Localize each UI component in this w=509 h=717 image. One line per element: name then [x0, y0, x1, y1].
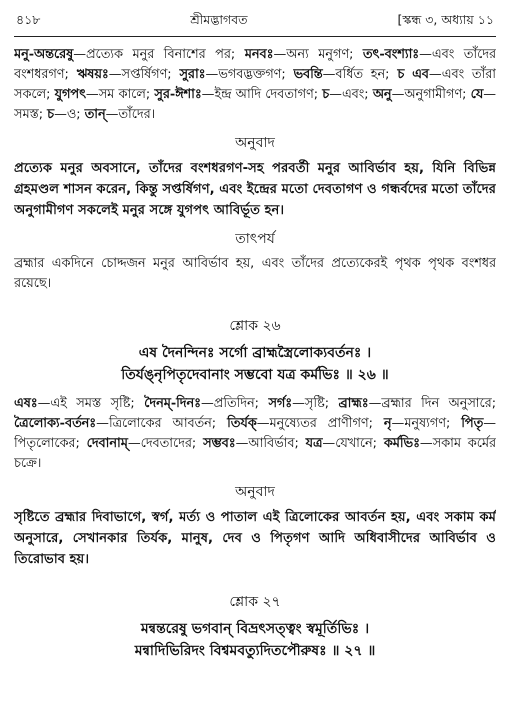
gloss-meaning: —দেবতাদের;	[127, 436, 204, 451]
gloss-meaning: —বর্ধিত হন;	[322, 67, 398, 82]
gloss-meaning: —ইন্দ্র আদি দেবতাগণ;	[201, 87, 323, 102]
gloss-meaning: —এবং তাঁরা সকলে;	[14, 67, 496, 102]
translation-heading: অনুবাদ	[235, 484, 275, 500]
gloss-term: দৈনম্-দিনঃ	[144, 396, 201, 411]
verse-line: তির্যঙ্নৃপিতৃদেবানাং সম্ভবো যত্র কর্মভিঃ ॥ ২৬ ॥	[121, 367, 389, 383]
gloss-term: এষঃ	[14, 396, 38, 411]
translation-text: প্রত্যেক মনুর অবসানে, তাঁদের বংশধরগণ-সহ পরবর্তী মনুর আবির্ভাব হয়, যিনি বিভিন্ন গ্রহমণ্ডল শাসন করেন, কিন্তু সপ্তর্ষিগণ, এবং ইন্দ্রের মতো দেবতাগণ ও গন্ধর্বদের মতো তাঁদের অনুগামীগণ সকলেই মনুর সঙ্গে যুগপৎ আবির্ভূত হন।	[14, 161, 496, 218]
translation-heading: অনুবাদ	[235, 135, 275, 151]
verse-line: এষ দৈনন্দিনঃ সর্গো ব্রাহ্মস্ত্রৈলোক্যবর্তনঃ ।	[138, 345, 372, 361]
gloss-meaning: —তাঁদের।	[105, 107, 156, 122]
gloss-meaning: —পিতৃলোকের;	[14, 416, 496, 451]
gloss-meaning: —আবির্ভাব;	[235, 436, 306, 451]
chapter-reference: [স্কন্ধ ৩, অধ্যায় ১১	[397, 12, 494, 27]
word-meanings-26	[14, 394, 496, 474]
gloss-meaning: —ত্রিলোকের আবর্তন;	[96, 416, 228, 431]
gloss-term: দেবানাম্	[86, 436, 128, 451]
gloss-meaning: —ব্রহ্মার দিন অনুসারে;	[368, 396, 496, 411]
purport-heading: তাৎপর্য	[235, 231, 275, 247]
translation-text: সৃষ্টিতে ব্রহ্মার দিবাভাগে, স্বর্গ, মর্ত্য ও পাতাল এই ত্রিলোকের আবর্তন হয়, এবং সকাম কর্ম অনুসারে, সেখানকার তির্যক, মানুষ, দেব ও পিতৃগণ আদি অধিবাসীদের আবির্ভাব ও তিরোভাব হয়।	[14, 510, 496, 567]
gloss-meaning: —প্রতিদিন;	[200, 396, 269, 411]
verse-line: মন্বাদিভিরিদং বিশ্বমবত্যুদিতপৌরুষঃ ॥ ২৭ ॥	[134, 643, 376, 659]
gloss-term: চ	[47, 107, 55, 122]
gloss-term: চ	[397, 67, 405, 82]
sanskrit-verse-26	[14, 342, 496, 386]
verse-number-27: শ্লোক ২৭	[229, 594, 281, 610]
gloss-meaning: —ভগবদ্ভক্তগণ;	[205, 67, 294, 82]
purport-text: ব্রহ্মার একদিনে চোদ্দজন মনুর আবির্ভাব হয়, এবং তাঁদের প্রত্যেকেরই পৃথক পৃথক বংশধর রয়েছে।	[14, 256, 496, 291]
gloss-term: মনু-অন্তরেষু	[14, 47, 74, 62]
gloss-meaning: —মনুষ্যগণ;	[391, 416, 462, 431]
gloss-term: তৎ-বংশ্যাঃ	[362, 47, 420, 62]
gloss-meaning: —প্রত্যেক মনুর বিনাশের পর;	[73, 47, 245, 62]
gloss-meaning: —এবং তাঁদের বংশধরগণ;	[14, 47, 496, 82]
gloss-term: সুরাঃ	[179, 67, 206, 82]
verse-line: মন্বন্তরেষু ভগবান্ বিভ্রৎসত্ত্বং স্বমূর্তিভিঃ ।	[140, 621, 370, 637]
verse-number-26: শ্লোক ২৬	[229, 318, 281, 334]
gloss-term: যুগপৎ	[54, 87, 86, 102]
gloss-term: ভবন্তি	[293, 67, 323, 82]
gloss-term: ঋষয়ঃ	[76, 67, 109, 82]
gloss-term: অনু	[372, 87, 392, 102]
gloss-meaning: —সৃষ্টি;	[292, 396, 339, 411]
page-header	[14, 12, 496, 37]
gloss-term: পিতৃ	[461, 416, 484, 431]
gloss-term: সম্ভবঃ	[203, 436, 236, 451]
gloss-meaning: —সকাম কর্মের চক্রে।	[14, 436, 496, 471]
gloss-meaning: —মনুষ্যেতর প্রাণীগণ;	[256, 416, 384, 431]
book-title: শ্রীমদ্ভাগবত	[190, 12, 248, 27]
page-number: ৪১৮	[16, 12, 41, 27]
gloss-term: সর্গঃ	[268, 396, 293, 411]
gloss-term: কর্মভিঃ	[383, 436, 420, 451]
gloss-term: তান্	[84, 107, 106, 122]
gloss-term: ব্রাহ্মঃ	[338, 396, 369, 411]
sanskrit-verse-27	[14, 618, 496, 662]
gloss-meaning: —সমস্ত;	[14, 87, 496, 122]
gloss-term: যে	[470, 87, 484, 102]
gloss-meaning	[404, 67, 412, 82]
gloss-meaning: —অনুগামীগণ;	[391, 87, 471, 102]
gloss-term: যত্র	[305, 436, 323, 451]
gloss-term: ত্রৈলোক্য-বর্তনঃ	[14, 416, 97, 431]
gloss-meaning: —এবং;	[329, 87, 373, 102]
gloss-term: চ	[322, 87, 330, 102]
gloss-meaning: —এই সমস্ত সৃষ্টি;	[37, 396, 145, 411]
gloss-meaning: —ও;	[54, 107, 85, 122]
gloss-meaning: —যেখানে;	[322, 436, 384, 451]
word-meanings-25	[14, 45, 496, 125]
gloss-term: মনবঃ	[244, 47, 274, 62]
gloss-meaning: —সপ্তর্ষিগণ;	[108, 67, 180, 82]
scripture-page	[14, 12, 496, 708]
gloss-meaning: —অন্য মনুগণ;	[273, 47, 363, 62]
gloss-meaning: —সম কালে;	[85, 87, 155, 102]
gloss-term: সুর-ঈশাঃ	[154, 87, 202, 102]
gloss-term: নৃ	[383, 416, 392, 431]
gloss-term: এব	[412, 67, 429, 82]
gloss-term: তির্যক্	[227, 416, 257, 431]
